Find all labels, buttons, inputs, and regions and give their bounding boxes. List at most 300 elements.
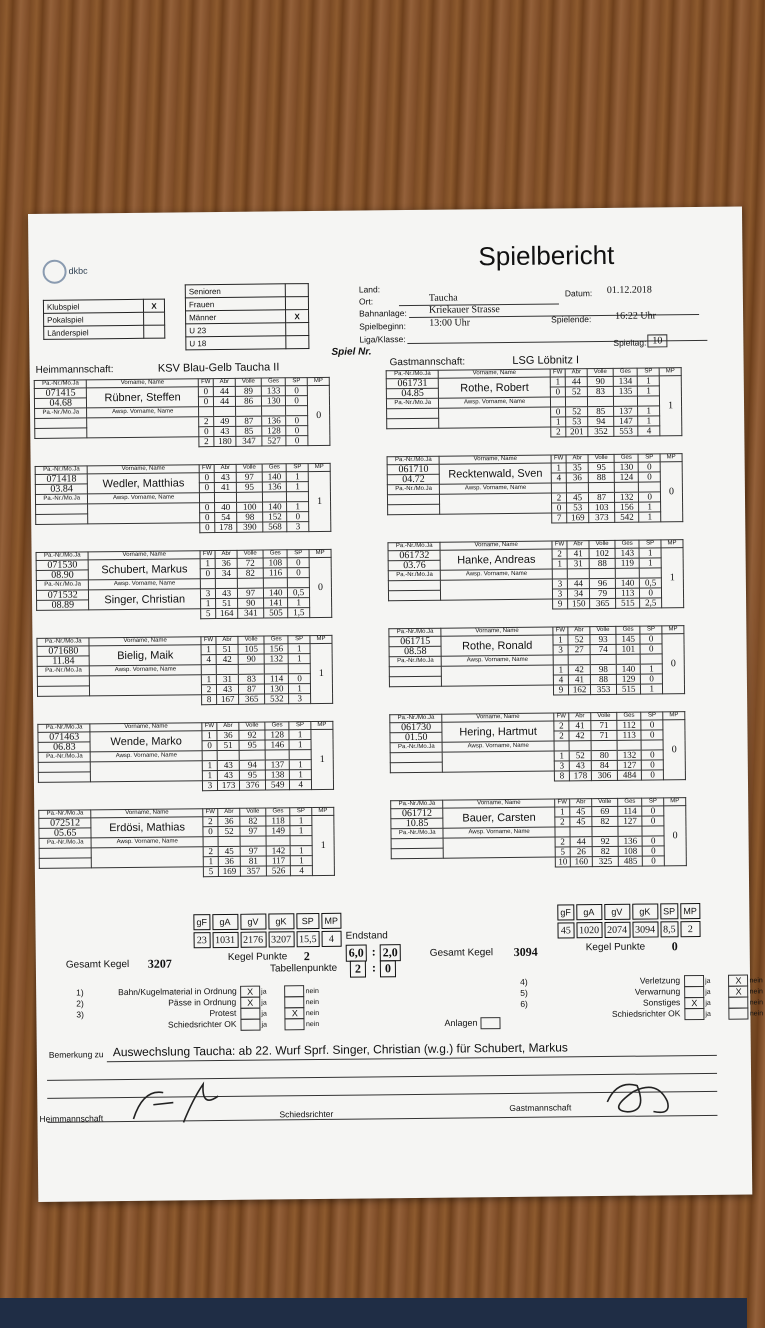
score-cell: 140 bbox=[262, 472, 286, 482]
totals-value: 8,5 bbox=[660, 921, 679, 937]
sum-cell: 373 bbox=[589, 512, 615, 522]
score-cell: 95 bbox=[239, 740, 265, 750]
score-cell: 43 bbox=[214, 426, 236, 436]
score-cell: 1 bbox=[288, 644, 310, 654]
check-nein-box[interactable]: X bbox=[728, 974, 748, 986]
player-birth: 10.85 bbox=[391, 818, 444, 829]
score-cell: 41 bbox=[567, 549, 589, 559]
column-header: Volle bbox=[236, 464, 262, 472]
totals-value: 2 bbox=[680, 921, 700, 937]
score-cell: 97 bbox=[240, 826, 266, 836]
player-name: Bauer, Carsten bbox=[443, 807, 555, 828]
score-cell: 0 bbox=[641, 730, 663, 740]
sum-cell: 10 bbox=[555, 857, 570, 867]
score-cell: 140 bbox=[616, 664, 640, 674]
column-header: Vorname, Name bbox=[442, 713, 554, 722]
score-cell: 100 bbox=[237, 502, 263, 512]
column-header: Abr bbox=[566, 455, 588, 463]
score-cell: 82 bbox=[237, 568, 263, 578]
column-header: Pa.-Nr./Mo.Ja bbox=[391, 800, 444, 809]
player-birth: 03.84 bbox=[35, 484, 88, 495]
player-pass-number: 061712 bbox=[391, 808, 444, 819]
score-cell: 31 bbox=[567, 559, 589, 569]
score-cell: 42 bbox=[568, 665, 590, 675]
score-cell: 87 bbox=[236, 416, 262, 426]
nein-label: nein bbox=[749, 999, 764, 1007]
sum-cell: 357 bbox=[240, 866, 266, 876]
sum-cell: 553 bbox=[614, 426, 638, 436]
home-signature-scribble bbox=[123, 1078, 234, 1129]
score-cell: 1 bbox=[553, 665, 568, 675]
score-cell: 130 bbox=[614, 462, 638, 472]
dkbc-logo: dkbc bbox=[42, 259, 94, 286]
sum-cell: 0 bbox=[642, 770, 664, 780]
score-cell: 1 bbox=[290, 770, 312, 780]
score-cell: 1 bbox=[639, 502, 661, 512]
column-header: Awsp. Vorname, Name bbox=[90, 665, 202, 676]
column-header: Pa.-Nr./Mo.Ja bbox=[387, 484, 440, 495]
column-header: Vorname, Name bbox=[443, 799, 555, 808]
score-cell: 45 bbox=[570, 817, 592, 827]
player-pass-number: 071463 bbox=[38, 732, 91, 743]
column-header: Ges bbox=[614, 454, 638, 462]
score-cell: 0 bbox=[200, 569, 215, 579]
spielbeginn-label: Spielbeginn: bbox=[359, 321, 407, 332]
home-player-block bbox=[34, 377, 331, 449]
score-cell: 112 bbox=[617, 720, 641, 730]
guest-kegelpunkte-value: 0 bbox=[671, 939, 678, 954]
score-cell: 98 bbox=[590, 664, 616, 674]
score-cell: 1 bbox=[289, 684, 311, 694]
column-header: FW bbox=[200, 551, 215, 559]
score-cell: 130 bbox=[262, 396, 286, 406]
score-cell: 136 bbox=[263, 482, 287, 492]
ja-label: ja bbox=[705, 1000, 711, 1008]
player-match-point: 0 bbox=[309, 557, 332, 617]
column-header: Pa.-Nr./Mo.Ja bbox=[35, 408, 88, 419]
check-ja-box[interactable]: X bbox=[684, 997, 704, 1009]
column-header: Volle bbox=[590, 626, 616, 634]
remarks-label: Bemerkung zu bbox=[48, 1049, 104, 1060]
page-title: Spielbericht bbox=[478, 239, 615, 272]
check-ja-box[interactable]: X bbox=[240, 986, 260, 998]
guest-player-block bbox=[390, 797, 687, 869]
totals-header: gV bbox=[240, 914, 266, 930]
score-cell: 1 bbox=[552, 559, 567, 569]
sum-cell: 180 bbox=[214, 436, 236, 446]
score-cell: 1 bbox=[639, 558, 661, 568]
endstand-guest: 2,0 bbox=[380, 944, 401, 961]
score-cell: 101 bbox=[616, 644, 640, 654]
home-kegelpunkte-label: Kegel Punkte bbox=[227, 951, 288, 963]
column-header: Vorname, Name bbox=[90, 723, 202, 732]
player-birth: 06.83 bbox=[38, 742, 91, 753]
score-cell: 84 bbox=[591, 760, 617, 770]
column-header: MP bbox=[661, 540, 683, 548]
score-cell: 2 bbox=[555, 837, 570, 847]
totals-value: 2176 bbox=[240, 932, 266, 948]
column-header: Pa.-Nr./Mo.Ja bbox=[36, 580, 89, 591]
column-header: Pa.-Nr./Mo.Ja bbox=[34, 380, 87, 389]
home-player-block bbox=[38, 807, 335, 879]
check-ja-box[interactable]: X bbox=[240, 997, 260, 1009]
check-label: Sonstiges bbox=[642, 997, 681, 1008]
score-cell: 88 bbox=[590, 674, 616, 684]
column-header: FW bbox=[552, 541, 567, 549]
score-cell: 1 bbox=[289, 740, 311, 750]
sum-cell: 4 bbox=[638, 426, 660, 436]
score-cell: 1 bbox=[202, 771, 217, 781]
score-cell: 2 bbox=[554, 721, 569, 731]
score-cell: 0 bbox=[642, 806, 664, 816]
score-cell: 0 bbox=[638, 472, 660, 482]
score-cell: 1 bbox=[202, 731, 217, 741]
player-name: Hanke, Andreas bbox=[440, 549, 552, 570]
column-header: Awsp. Vorname, Name bbox=[440, 483, 552, 494]
score-cell: 138 bbox=[266, 770, 290, 780]
land-label: Land: bbox=[358, 284, 381, 295]
home-totals-table bbox=[191, 911, 343, 951]
column-header: SP bbox=[287, 550, 309, 558]
player-match-point: 0 bbox=[660, 462, 683, 522]
column-header: Ges bbox=[616, 626, 640, 634]
player-birth: 01.50 bbox=[390, 732, 443, 743]
sum-cell: 5 bbox=[201, 609, 216, 619]
column-header: Pa.-Nr./Mo.Ja bbox=[386, 370, 439, 379]
column-header: Pa.-Nr./Mo.Ja bbox=[390, 742, 443, 753]
guest-team-header: Gastmannschaft: LSG Löbnitz I bbox=[389, 354, 580, 369]
check-number: 3) bbox=[76, 1009, 85, 1020]
totals-value: 1020 bbox=[576, 922, 602, 938]
score-cell: 1 bbox=[555, 807, 570, 817]
score-cell: 1 bbox=[551, 417, 566, 427]
score-cell: 3 bbox=[200, 589, 215, 599]
score-cell: 1 bbox=[201, 675, 216, 685]
player-match-point: 1 bbox=[312, 815, 335, 875]
score-cell: 113 bbox=[616, 588, 640, 598]
score-cell: 80 bbox=[591, 750, 617, 760]
guest-totals-table bbox=[555, 901, 702, 941]
score-cell: 2 bbox=[201, 685, 216, 695]
score-cell: 41 bbox=[214, 482, 236, 492]
score-cell: 132 bbox=[264, 654, 288, 664]
column-header: Vorname, Name bbox=[88, 465, 200, 474]
player-name: Erdösi, Mathias bbox=[91, 817, 203, 838]
column-header: Vorname, Name bbox=[91, 809, 203, 818]
column-header: Pa.-Nr./Mo.Ja bbox=[39, 810, 92, 819]
sum-cell: 568 bbox=[263, 522, 287, 532]
tabellenpunkte-colon: : bbox=[371, 960, 376, 975]
column-header: Vorname, Name bbox=[439, 455, 551, 464]
remarks-text: Auswechslung Taucha: ab 22. Wurf Sprf. Singer, Christian (w.g.) für Schubert, Markus bbox=[112, 1040, 568, 1060]
score-cell: 0 bbox=[551, 503, 566, 513]
totals-header: gF bbox=[193, 914, 210, 930]
score-cell: 82 bbox=[240, 816, 266, 826]
score-cell: 0 bbox=[642, 846, 664, 856]
column-header: SP bbox=[289, 722, 311, 730]
column-header: SP bbox=[290, 808, 312, 816]
column-header: Ges bbox=[618, 798, 642, 806]
player-name: Recktenwald, Sven bbox=[440, 463, 552, 484]
score-cell: 0 bbox=[203, 827, 218, 837]
score-cell: 85 bbox=[588, 406, 614, 416]
column-header: Abr bbox=[567, 541, 589, 549]
score-cell: 51 bbox=[217, 740, 239, 750]
score-cell: 41 bbox=[569, 721, 591, 731]
score-cell: 103 bbox=[589, 502, 615, 512]
liga-label: Liga/Klasse: bbox=[359, 334, 406, 345]
player-pass-number: 071530 bbox=[36, 560, 89, 571]
column-header: FW bbox=[554, 713, 569, 721]
column-header: Awsp. Vorname, Name bbox=[91, 837, 203, 848]
score-cell: 51 bbox=[216, 598, 238, 608]
tabellenpunkte-guest: 0 bbox=[380, 960, 396, 977]
sum-cell: 4 bbox=[291, 866, 313, 876]
check-number: 5) bbox=[520, 988, 528, 999]
sum-cell: 527 bbox=[262, 436, 286, 446]
check-ja-box[interactable] bbox=[240, 1019, 260, 1031]
score-cell: 1 bbox=[637, 376, 659, 386]
column-header: Volle bbox=[237, 550, 263, 558]
score-cell: 98 bbox=[237, 512, 263, 522]
category-table: Senioren Frauen Männer X U 23 U 18 bbox=[185, 283, 310, 350]
score-cell: 2 bbox=[555, 817, 570, 827]
score-cell: 124 bbox=[614, 472, 638, 482]
home-player-block bbox=[36, 635, 333, 707]
tabellenpunkte-label: Tabellenpunkte bbox=[269, 962, 338, 975]
column-header: Ges bbox=[261, 378, 285, 386]
score-cell: 143 bbox=[615, 548, 639, 558]
score-cell: 0 bbox=[198, 397, 213, 407]
column-header: Abr bbox=[218, 808, 240, 816]
sum-cell: 3 bbox=[202, 781, 217, 791]
sum-cell: 3 bbox=[287, 522, 309, 532]
score-cell: 140 bbox=[264, 588, 288, 598]
score-cell: 88 bbox=[588, 472, 614, 482]
check-label: Protest bbox=[209, 1008, 237, 1019]
substitute-pass-number: 071532 bbox=[36, 590, 89, 601]
sum-cell: 376 bbox=[239, 780, 265, 790]
player-birth: 11.84 bbox=[37, 656, 90, 667]
score-cell: 0 bbox=[199, 473, 214, 483]
score-cell: 52 bbox=[565, 387, 587, 397]
score-cell: 127 bbox=[618, 816, 642, 826]
anlagen: Anlagen bbox=[444, 1017, 500, 1030]
score-cell: 132 bbox=[617, 750, 641, 760]
score-cell: 87 bbox=[588, 492, 614, 502]
score-cell: 142 bbox=[266, 846, 290, 856]
score-cell: 1 bbox=[200, 599, 215, 609]
signature-referee-label: Schiedsrichter bbox=[279, 1108, 334, 1120]
score-cell: 128 bbox=[262, 426, 286, 436]
score-cell: 114 bbox=[618, 806, 642, 816]
score-cell: 83 bbox=[587, 386, 613, 396]
score-cell: 0 bbox=[287, 558, 309, 568]
column-header: FW bbox=[555, 799, 570, 807]
score-cell: 0 bbox=[287, 512, 309, 522]
column-header: FW bbox=[550, 369, 565, 377]
score-cell: 1 bbox=[287, 502, 309, 512]
sum-cell: 1,5 bbox=[288, 608, 310, 618]
ja-label: ja bbox=[705, 978, 711, 986]
sum-cell: 515 bbox=[617, 684, 641, 694]
score-sheet bbox=[28, 207, 764, 1202]
nein-label: nein bbox=[749, 1010, 764, 1018]
score-cell: 141 bbox=[264, 598, 288, 608]
score-cell: 1 bbox=[638, 406, 660, 416]
endstand-colon: : bbox=[371, 944, 376, 959]
score-cell: 1 bbox=[640, 664, 662, 674]
spiel-nr-label: Spiel Nr. bbox=[331, 346, 372, 358]
check-row bbox=[520, 1007, 763, 1022]
score-cell: 2 bbox=[551, 493, 566, 503]
player-pass-number: 061731 bbox=[386, 378, 439, 389]
signature-home-label: Heimmannschaft bbox=[39, 1113, 104, 1124]
score-cell: 105 bbox=[238, 644, 264, 654]
column-header: Ges bbox=[263, 550, 287, 558]
sum-cell: 2 bbox=[551, 427, 566, 437]
score-cell: 0 bbox=[640, 588, 662, 598]
sum-cell: 1 bbox=[639, 512, 661, 522]
ja-label: ja bbox=[705, 1011, 711, 1019]
score-cell: 0 bbox=[198, 387, 213, 397]
player-pass-number: 071418 bbox=[35, 474, 88, 485]
check-label: Verletzung bbox=[639, 975, 681, 986]
score-cell: 1 bbox=[290, 816, 312, 826]
player-name: Bielig, Maik bbox=[89, 645, 201, 666]
score-cell: 90 bbox=[587, 376, 613, 386]
score-cell: 0 bbox=[289, 674, 311, 684]
score-cell: 1 bbox=[289, 760, 311, 770]
check-ja-box[interactable] bbox=[684, 1008, 704, 1020]
score-cell: 0 bbox=[640, 634, 662, 644]
check-nein-box[interactable] bbox=[729, 1007, 749, 1019]
score-cell: 43 bbox=[569, 761, 591, 771]
score-cell: 27 bbox=[568, 645, 590, 655]
score-cell: 2 bbox=[203, 847, 218, 857]
column-header: MP bbox=[307, 377, 329, 385]
score-cell: 135 bbox=[614, 386, 638, 396]
score-cell: 4 bbox=[551, 473, 566, 483]
score-cell: 117 bbox=[266, 856, 290, 866]
sum-cell: 178 bbox=[570, 771, 592, 781]
player-pass-number: 061710 bbox=[387, 464, 440, 475]
column-header: Pa.-Nr./Mo.Ja bbox=[36, 552, 89, 561]
check-number: 2) bbox=[76, 998, 84, 1009]
score-cell: 137 bbox=[614, 406, 638, 416]
totals-value: 2074 bbox=[604, 922, 630, 938]
column-header: MP bbox=[309, 549, 331, 557]
sum-cell: 164 bbox=[216, 608, 238, 618]
totals-header: MP bbox=[680, 903, 700, 919]
column-header: Vorname, Name bbox=[440, 541, 552, 550]
column-header: SP bbox=[641, 712, 663, 720]
score-cell: 36 bbox=[566, 473, 588, 483]
score-cell: 90 bbox=[238, 598, 264, 608]
score-cell: 132 bbox=[615, 492, 639, 502]
score-cell: 1 bbox=[290, 826, 312, 836]
column-header: Awsp. Vorname, Name bbox=[441, 569, 553, 580]
sum-cell: 526 bbox=[267, 866, 291, 876]
sum-cell: 201 bbox=[566, 427, 588, 437]
score-cell: 1 bbox=[554, 751, 569, 761]
player-match-point: 0 bbox=[662, 634, 685, 694]
competition-type-table: Klubspiel X Pokalspiel Länderspiel bbox=[43, 299, 165, 340]
column-header: Abr bbox=[215, 550, 237, 558]
score-cell: 44 bbox=[570, 837, 592, 847]
score-cell: 87 bbox=[238, 684, 264, 694]
score-cell: 136 bbox=[618, 836, 642, 846]
column-header: Vorname, Name bbox=[89, 637, 201, 646]
sum-cell: 4 bbox=[290, 780, 312, 790]
score-cell: 92 bbox=[239, 730, 265, 740]
score-cell: 147 bbox=[614, 416, 638, 426]
ja-label: ja bbox=[261, 1010, 267, 1018]
score-cell: 69 bbox=[592, 806, 618, 816]
player-pass-number: 071415 bbox=[34, 388, 87, 399]
sum-cell: 5 bbox=[203, 867, 218, 877]
score-cell: 0 bbox=[286, 416, 308, 426]
player-name: Rothe, Ronald bbox=[441, 635, 553, 656]
column-header: MP bbox=[663, 712, 685, 720]
sum-cell: 306 bbox=[591, 770, 617, 780]
column-header: Abr bbox=[213, 378, 235, 386]
home-player-block bbox=[36, 549, 333, 621]
player-match-point: 1 bbox=[308, 471, 331, 531]
datum-value: 01.12.2018 bbox=[606, 284, 652, 296]
score-cell: 1 bbox=[288, 598, 310, 608]
column-header: Volle bbox=[239, 722, 265, 730]
score-cell: 35 bbox=[566, 463, 588, 473]
home-player-block bbox=[35, 463, 332, 535]
player-name: Rübner, Steffen bbox=[87, 387, 199, 408]
score-cell: 74 bbox=[590, 644, 616, 654]
score-cell: 102 bbox=[589, 548, 615, 558]
score-cell: 0 bbox=[641, 674, 663, 684]
score-cell: 42 bbox=[216, 654, 238, 664]
score-cell: 1 bbox=[287, 482, 309, 492]
score-cell: 94 bbox=[239, 760, 265, 770]
score-cell: 113 bbox=[617, 730, 641, 740]
score-cell: 34 bbox=[215, 568, 237, 578]
totals-header: MP bbox=[321, 913, 341, 929]
score-cell: 44 bbox=[568, 579, 590, 589]
sum-cell: 347 bbox=[236, 436, 262, 446]
sum-cell: 178 bbox=[215, 522, 237, 532]
column-header: Pa.-Nr./Mo.Ja bbox=[388, 570, 441, 581]
sum-cell: 167 bbox=[217, 694, 239, 704]
guest-player-block bbox=[389, 711, 686, 783]
column-header: SP bbox=[285, 378, 307, 386]
bahnanlage-value: Kriekauer Strasse bbox=[428, 304, 500, 316]
sum-cell: 485 bbox=[618, 856, 642, 866]
sum-cell: 352 bbox=[588, 426, 614, 436]
check-nein-box[interactable]: X bbox=[285, 1007, 305, 1019]
score-cell: 36 bbox=[218, 816, 240, 826]
sum-cell: 341 bbox=[238, 608, 264, 618]
player-match-point: 1 bbox=[659, 376, 682, 436]
column-header: SP bbox=[640, 626, 662, 634]
score-cell: 31 bbox=[216, 674, 238, 684]
sum-cell: 515 bbox=[616, 598, 640, 608]
check-nein-box[interactable]: X bbox=[729, 985, 749, 997]
check-nein-box[interactable] bbox=[285, 1018, 305, 1030]
column-header: Pa.-Nr./Mo.Ja bbox=[387, 456, 440, 465]
player-name: Hering, Hartmut bbox=[442, 721, 554, 742]
sum-cell: 7 bbox=[552, 513, 567, 523]
score-cell: 3 bbox=[552, 579, 567, 589]
totals-header: SP bbox=[660, 903, 679, 919]
